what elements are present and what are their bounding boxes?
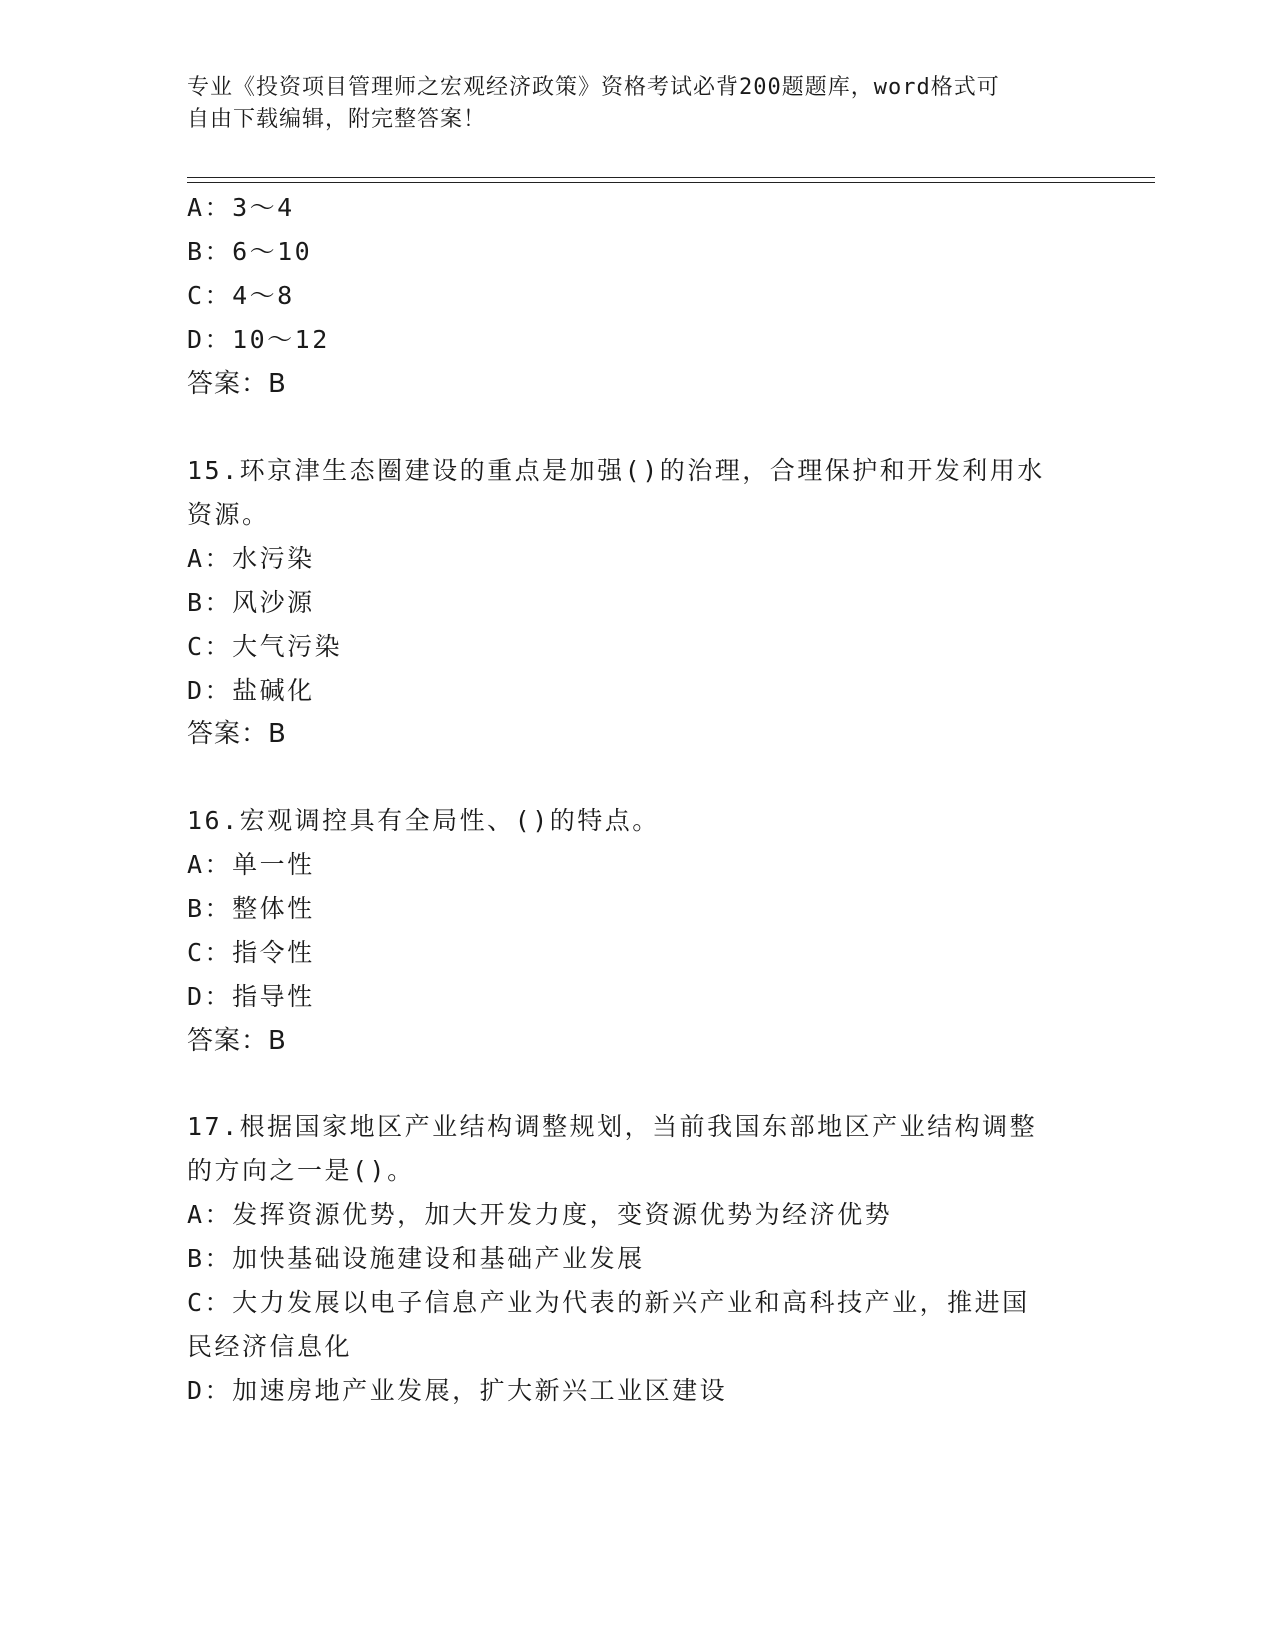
option-text: 发挥资源优势，加大开发力度，变资源优势为经济优势 [232,1200,893,1229]
q17-option-d [187,1376,727,1406]
option-text: 单一性 [232,850,315,879]
option-label: D： [187,982,233,1011]
q15-question-line-2: 资源。 [187,500,270,529]
header-rule-top [187,177,1155,178]
q15-answer: 答案：B [187,719,287,749]
option-text: 3～4 [232,193,295,222]
q17-question-line-2: 的方向之一是()。 [187,1156,415,1185]
q16-option-c [187,938,315,968]
option-label: D： [187,325,233,354]
q17-question-line-1: 17.根据国家地区产业结构调整规划，当前我国东部地区产业结构调整 [187,1112,1038,1141]
option-text: 大力发展以电子信息产业为代表的新兴产业和高科技产业，推进国 [232,1288,1030,1317]
q16-answer: 答案：B [187,1026,287,1056]
q16-option-a [187,850,315,880]
q16-question-line-1: 16.宏观调控具有全局性、()的特点。 [187,806,660,835]
q14-option-d [187,325,330,355]
q14-option-a [187,193,295,223]
q14-answer: 答案：B [187,369,287,399]
q16-option-d [187,982,315,1012]
option-text: 10～12 [232,325,330,354]
option-text: 加速房地产业发展，扩大新兴工业区建设 [232,1376,728,1405]
q17-option-b [187,1244,645,1274]
option-text: 盐碱化 [232,676,315,705]
q17-option-c [187,1288,1030,1318]
page-header [187,72,1087,136]
header-rule-bottom [187,182,1155,183]
option-label: B： [187,894,233,923]
header-title-line-1: 专业《投资项目管理师之宏观经济政策》资格考试必背200题题库，word格式可 [187,75,1000,100]
q14-option-c [187,281,295,311]
option-label: B： [187,237,233,266]
option-text: 风沙源 [232,588,315,617]
option-label: A： [187,544,233,573]
option-label: D： [187,1376,233,1405]
option-label: B： [187,1244,233,1273]
option-text: 水污染 [232,544,315,573]
option-text: 6～10 [232,237,313,266]
q15-option-d [187,676,315,706]
option-text: 4～8 [232,281,295,310]
option-text: 指令性 [232,938,315,967]
q17-option-a [187,1200,892,1230]
header-title-line-2: 自由下载编辑，附完整答案！ [187,107,487,132]
option-text: 整体性 [232,894,315,923]
option-text: 指导性 [232,982,315,1011]
q15-option-a [187,544,315,574]
option-label: C： [187,938,233,967]
q15-option-c [187,632,342,662]
option-label: A： [187,193,233,222]
option-label: A： [187,850,233,879]
q15-option-b [187,588,315,618]
option-label: C： [187,1288,233,1317]
option-label: C： [187,632,233,661]
q16-option-b [187,894,315,924]
option-label: B： [187,588,233,617]
option-label: C： [187,281,233,310]
option-text: 加快基础设施建设和基础产业发展 [232,1244,645,1273]
option-label: A： [187,1200,233,1229]
q17-option-c-continued: 民经济信息化 [187,1332,353,1361]
option-text: 大气污染 [232,632,343,661]
q15-question-line-1: 15.环京津生态圈建设的重点是加强()的治理，合理保护和开发利用水 [187,456,1045,485]
q14-option-b [187,237,312,267]
option-label: D： [187,676,233,705]
